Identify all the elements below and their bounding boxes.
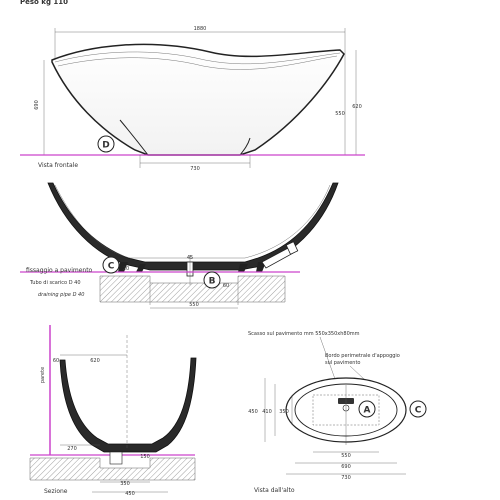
drain-pipe-it-label: Tubo di scarico D 40 [30,280,81,286]
cross-section [30,325,196,497]
long-dim-drain-axis: 45 [186,255,194,261]
rim-note-line1: Bordo perimetrale d'appoggio [325,353,400,359]
long-dim-fixing: 20 [122,266,130,272]
front-view-caption: Vista frontale [38,162,79,169]
cross-section-shell [60,358,196,452]
top-view [248,331,426,494]
front-dim-rim-height: 620 [352,104,362,110]
front-view [20,26,365,172]
weight-label: Peso kg 110 [20,0,69,6]
cross-dim-drain-depth: 150 [140,454,150,460]
front-dim-total-height: 690 [34,100,40,110]
top-dim-550: 550 [341,453,351,459]
top-dim-690: 690 [341,464,351,470]
front-dim-length: 1880 [193,26,207,32]
callout-b-label: B [208,276,216,287]
long-section [20,183,338,308]
callout-d-label: D [102,140,110,151]
top-view-caption: Vista dall'alto [254,487,295,494]
cross-dim-base-height: 270 [67,446,77,452]
cross-dim-inner-depth: 620 [90,358,100,364]
front-dim-base: 730 [190,166,200,172]
rim-note-line2: sul pavimento [325,360,361,366]
top-dim-350: 350 [279,409,289,415]
cross-section-caption: Sezione [44,488,68,495]
fixing-label: fissaggio a pavimento [26,267,93,274]
callout-a-label: A [363,405,371,416]
top-dim-410: 410 [262,409,272,415]
cross-dim-width: 450 [125,491,135,497]
top-dim-730: 730 [341,475,351,481]
long-dim-pipe: 60 [222,283,230,289]
cross-dim-top-offset: 60 [52,358,60,364]
top-dim-450: 450 [248,409,258,415]
callout-c-label-section: C [107,261,115,272]
cross-dim-recess-width: 350 [120,481,130,487]
recess-note: Scasso sul pavimento mm 550x350xh80mm [248,331,360,337]
callout-c-label-top: C [414,405,422,416]
front-dim-inner-height: 550 [335,111,345,117]
front-tub-shell [52,44,344,155]
long-dim-recess: 550 [189,302,199,308]
wall-label: parete [40,366,46,384]
drain-pipe-en-label: draining pipe D 40 [38,292,85,298]
